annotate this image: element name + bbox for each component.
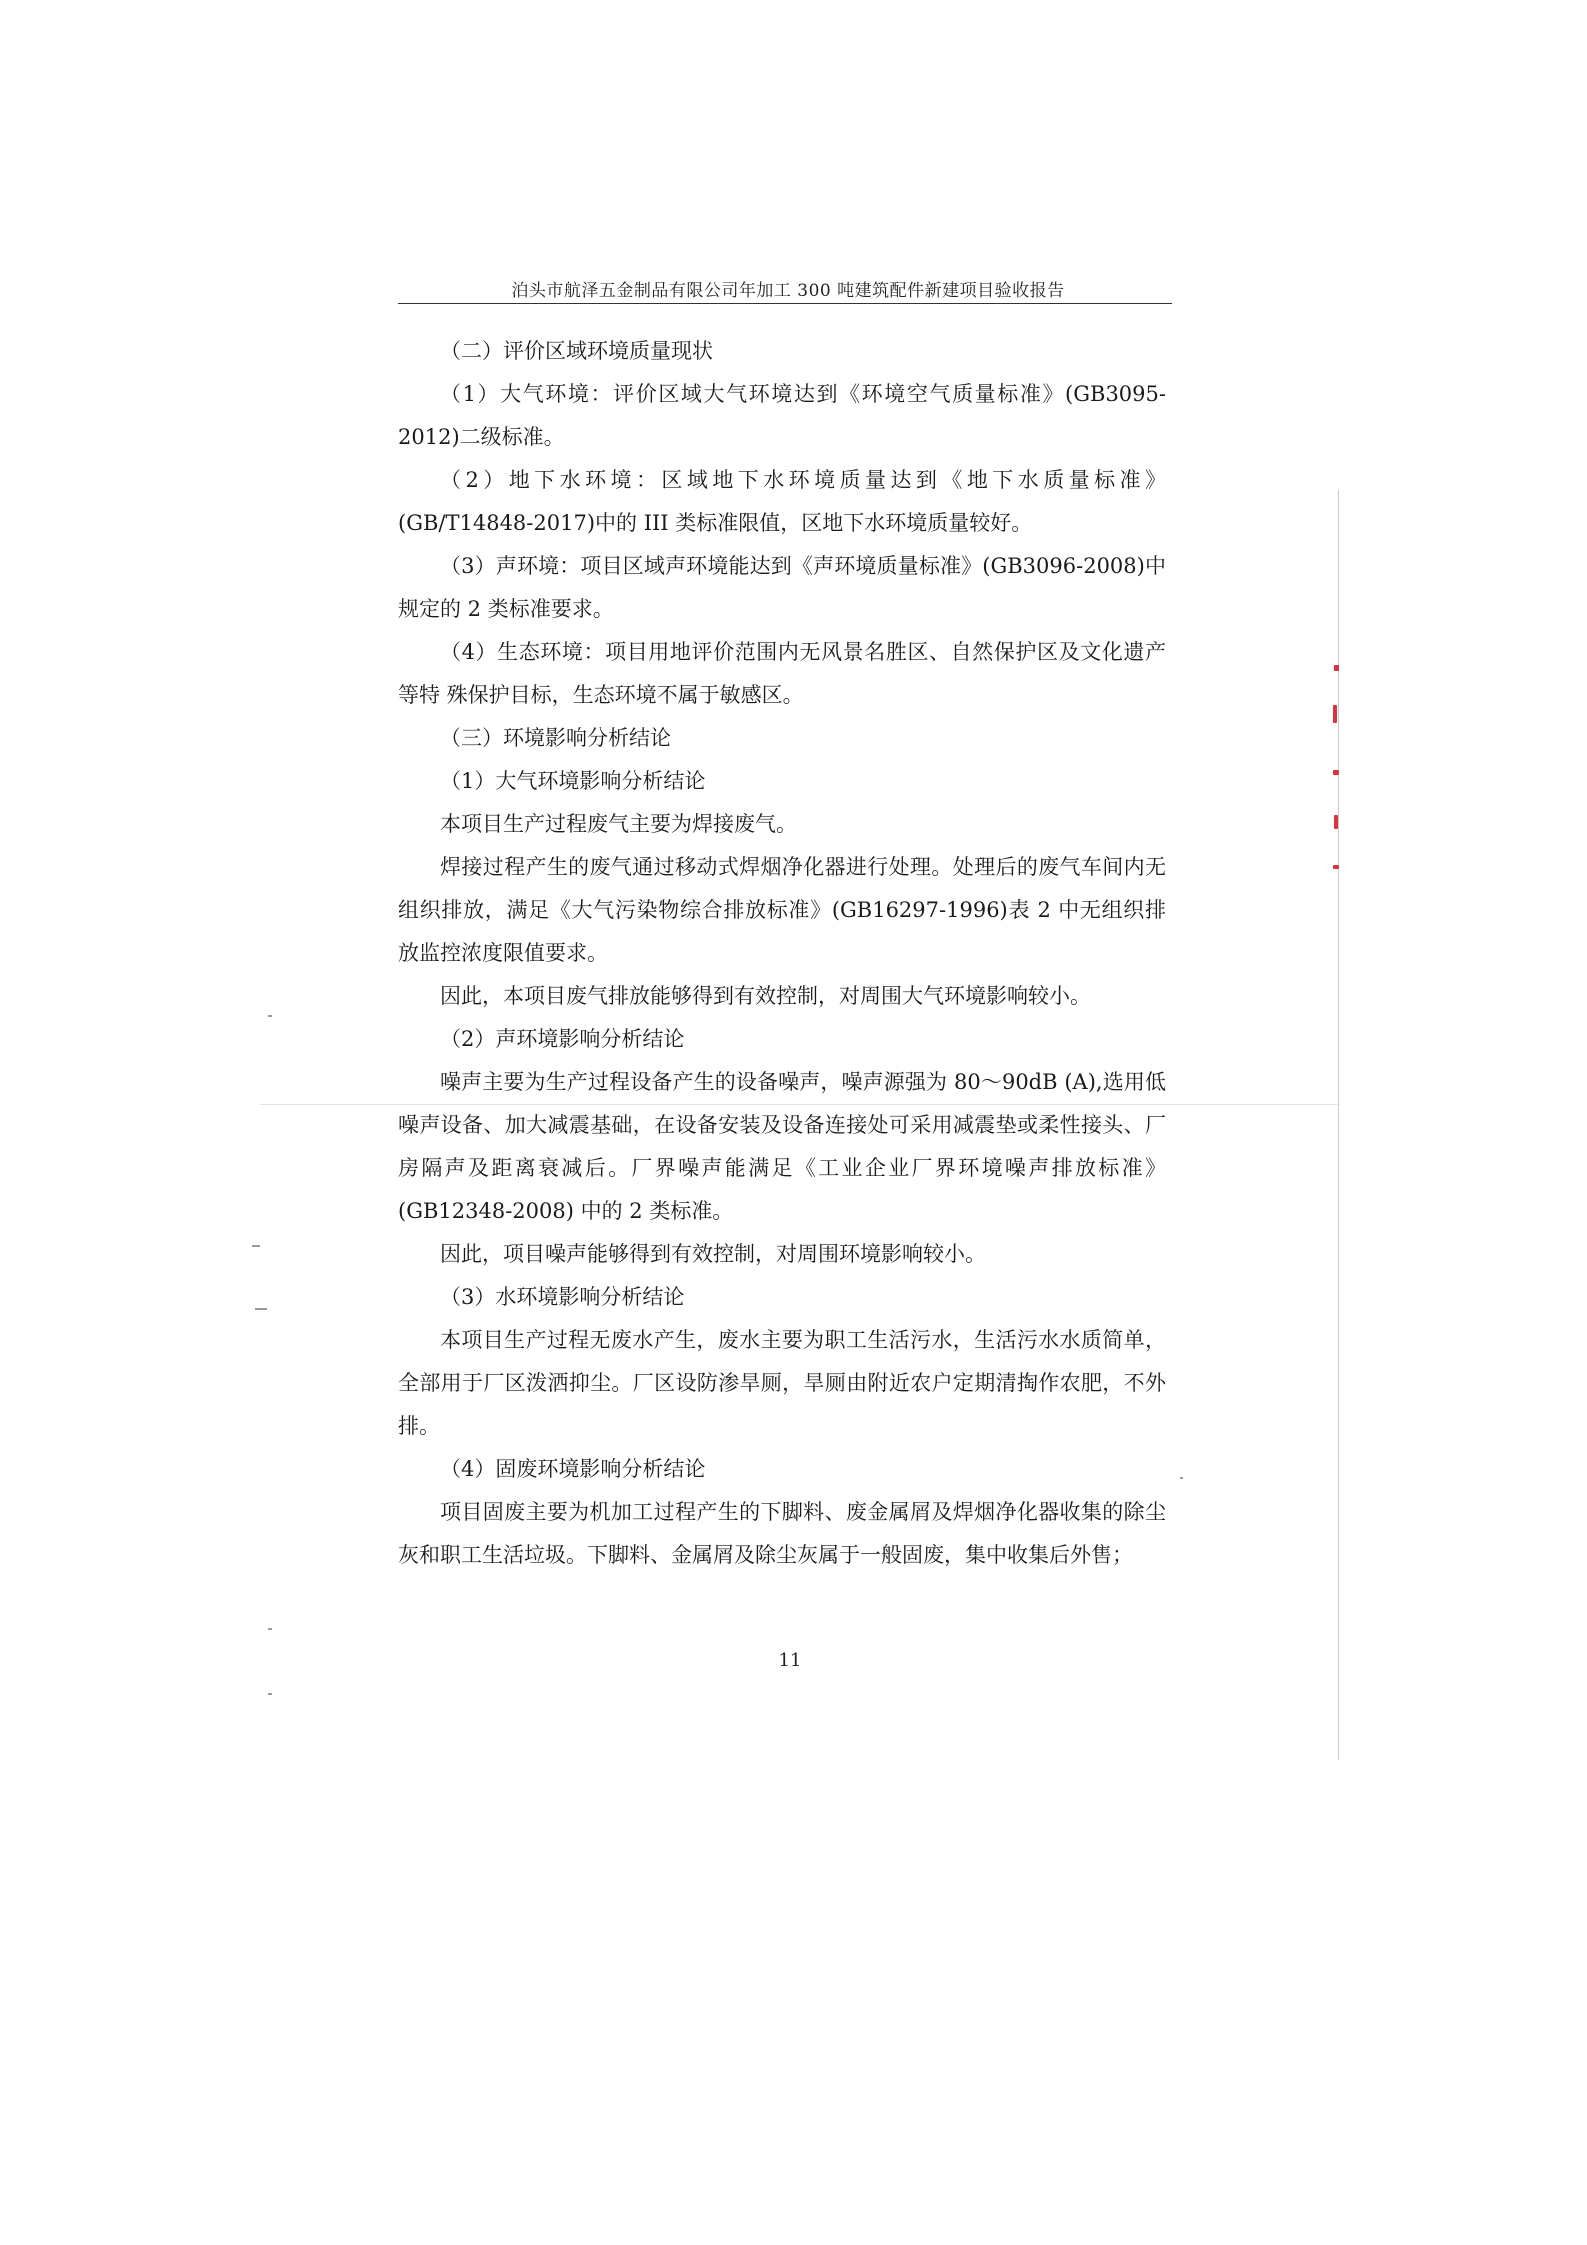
header-rule	[398, 303, 1172, 304]
scan-speck	[252, 1245, 260, 1247]
section-heading: （三）环境影响分析结论	[440, 726, 671, 750]
stamp-fragment	[1333, 705, 1337, 723]
paragraph: 本项目生产过程废气主要为焊接废气。	[440, 812, 797, 836]
subsection-heading: （1）大气环境影响分析结论	[440, 769, 706, 793]
paragraph: 因此，本项目废气排放能够得到有效控制，对周围大气环境影响较小。	[440, 984, 1091, 1008]
paragraph: （4）生态环境：项目用地评价范围内无风景名胜区、自然保护区及文化遗产等特 殊保护目标，生态环境不属于敏感区。	[398, 640, 1166, 707]
stamp-fragment	[1334, 665, 1339, 671]
page-number: 11	[778, 1650, 802, 1671]
body-text	[398, 330, 1166, 1577]
paragraph: 项目固废主要为机加工过程产生的下脚料、废金属屑及焊烟净化器收集的除尘灰和职工生活垃圾。下脚料、金属屑及除尘灰属于一般固废，集中收集后外售；	[398, 1500, 1166, 1567]
subsection-heading: （4）固废环境影响分析结论	[440, 1457, 706, 1481]
paragraph: 本项目生产过程无废水产生，废水主要为职工生活污水，生活污水水质简单，全部用于厂区泼洒抑尘。厂区设防渗旱厕，旱厕由附近农户定期清掏作农肥，不外排。	[398, 1328, 1166, 1438]
scan-speck	[1180, 1477, 1183, 1479]
subsection-heading: （2）声环境影响分析结论	[440, 1027, 685, 1051]
scan-speck	[268, 1628, 272, 1630]
paragraph: （2）地下水环境：区域地下水环境质量达到《地下水质量标准》(GB/T14848-2017)中的 III 类标准限值，区地下水环境质量较好。	[398, 468, 1166, 535]
paragraph: （3）声环境：项目区域声环境能达到《声环境质量标准》(GB3096-2008)中规定的 2 类标准要求。	[398, 554, 1166, 621]
subsection-heading: （3）水环境影响分析结论	[440, 1285, 685, 1309]
scan-fold-line	[260, 1104, 1340, 1105]
scan-speck	[268, 1693, 272, 1695]
stamp-fragment	[1333, 770, 1339, 775]
paragraph: 噪声主要为生产过程设备产生的设备噪声，噪声源强为 80～90dB (A),选用低噪声设备、加大减震基础，在设备安装及设备连接处可采用减震垫或柔性接头、厂房隔声及距离衰减后。厂界噪声能满足《工业企业厂界环境噪声排放标准》(GB12348-2008) 中的 2 类标准。	[398, 1070, 1166, 1223]
scan-edge-line	[1338, 490, 1339, 1760]
paragraph: 焊接过程产生的废气通过移动式焊烟净化器进行处理。处理后的废气车间内无组织排放，满足《大气污染物综合排放标准》(GB16297-1996)表 2 中无组织排放监控浓度限值要求。	[398, 855, 1166, 965]
scan-speck	[255, 1308, 267, 1310]
stamp-fragment	[1333, 865, 1339, 869]
running-header: 泊头市航泽五金制品有限公司年加工 300 吨建筑配件新建项目验收报告	[511, 281, 1065, 301]
paragraph: 因此，项目噪声能够得到有效控制，对周围环境影响较小。	[440, 1242, 986, 1266]
section-heading: （二）评价区域环境质量现状	[440, 339, 713, 363]
stamp-fragment	[1334, 815, 1338, 829]
paragraph: （1）大气环境：评价区域大气环境达到《环境空气质量标准》(GB3095-2012)二级标准。	[398, 382, 1166, 449]
scan-speck	[268, 1015, 272, 1017]
